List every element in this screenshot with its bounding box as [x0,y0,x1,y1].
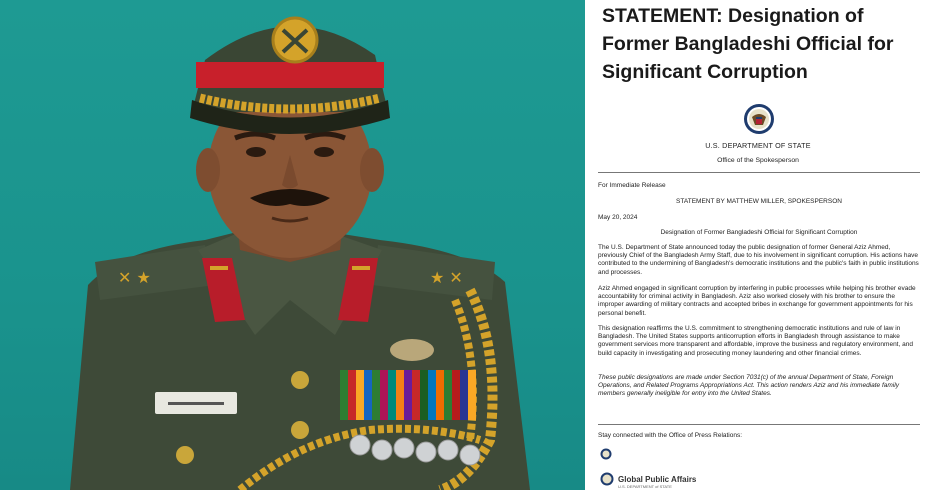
release-date: May 20, 2024 [598,214,638,221]
medal-ribbons [340,370,476,420]
statement-subject: Designation of Former Bangladeshi Official for Significant Corruption [660,229,858,236]
footer-connect: Stay connected with the Office of Press Relations: [598,432,743,439]
release-type: For Immediate Release [598,182,666,189]
cap-band [196,62,384,88]
global-public-affairs-logo-icon [600,472,614,490]
footer-brand-sub: U.S. DEPARTMENT of STATE [618,483,672,489]
svg-text:★ ✕: ★ ✕ [430,268,463,287]
paragraph-2: Aziz Ahmed engaged in significant corruption by interfering in public processes while helping his brother evade accountability for criminal activity in Bangladesh. Aziz also worked closely with his brother to ensure the improper awarding of military contracts and accepted bribes in exchange for government appointments for his personal benefit. [598,285,916,317]
office-name: Office of the Spokesperson [717,157,799,164]
statement-headline [602,2,938,86]
legal-note: These public designations are made under Section 7031(c) of the annual Department of State, Foreign Operations, and Related Programs Appropriations Act. This action renders Aziz and his immediate family members generally ineligible for entry into the United States. [598,374,899,398]
headline-line-2: Former Bangladeshi Official for [602,33,894,55]
headline-line-3: Significant Corruption [602,61,808,83]
header-rule [598,172,920,173]
department-name: U.S. DEPARTMENT OF STATE [705,141,811,150]
paragraph-1: The U.S. Department of State announced today the public designation of former General Aziz Ahmed, previously Chief of the Bangladesh Army Staff, due to his involvement in significant corruption. His actions have contributed to the undermining of Bangladesh's democratic institutions and the public's faith in public institutions and processes. [598,244,919,276]
svg-text:✕ ★: ✕ ★ [118,268,151,287]
footer-rule [598,424,920,425]
footer-brand-name: Global Public Affairs [618,474,697,484]
footer-brand [600,472,696,490]
headline-line-1: STATEMENT: Designation of [602,5,864,27]
press-statement-document [588,0,940,490]
dos-seal-icon [743,103,775,140]
paragraph-3: This designation reaffirms the U.S. commitment to strengthening democratic institutions and rule of law in Bangladesh. The United States supports anticorruption efforts in Bangladesh through assistance to make government services more transparent and affordable, improve the business and regulatory environment, and build capacity in investigating and prosecuting money laundering and other financial crimes. [598,325,913,357]
byline: STATEMENT BY MATTHEW MILLER, SPOKESPERSON [676,198,842,205]
dos-seal-small-icon[interactable] [600,447,612,465]
